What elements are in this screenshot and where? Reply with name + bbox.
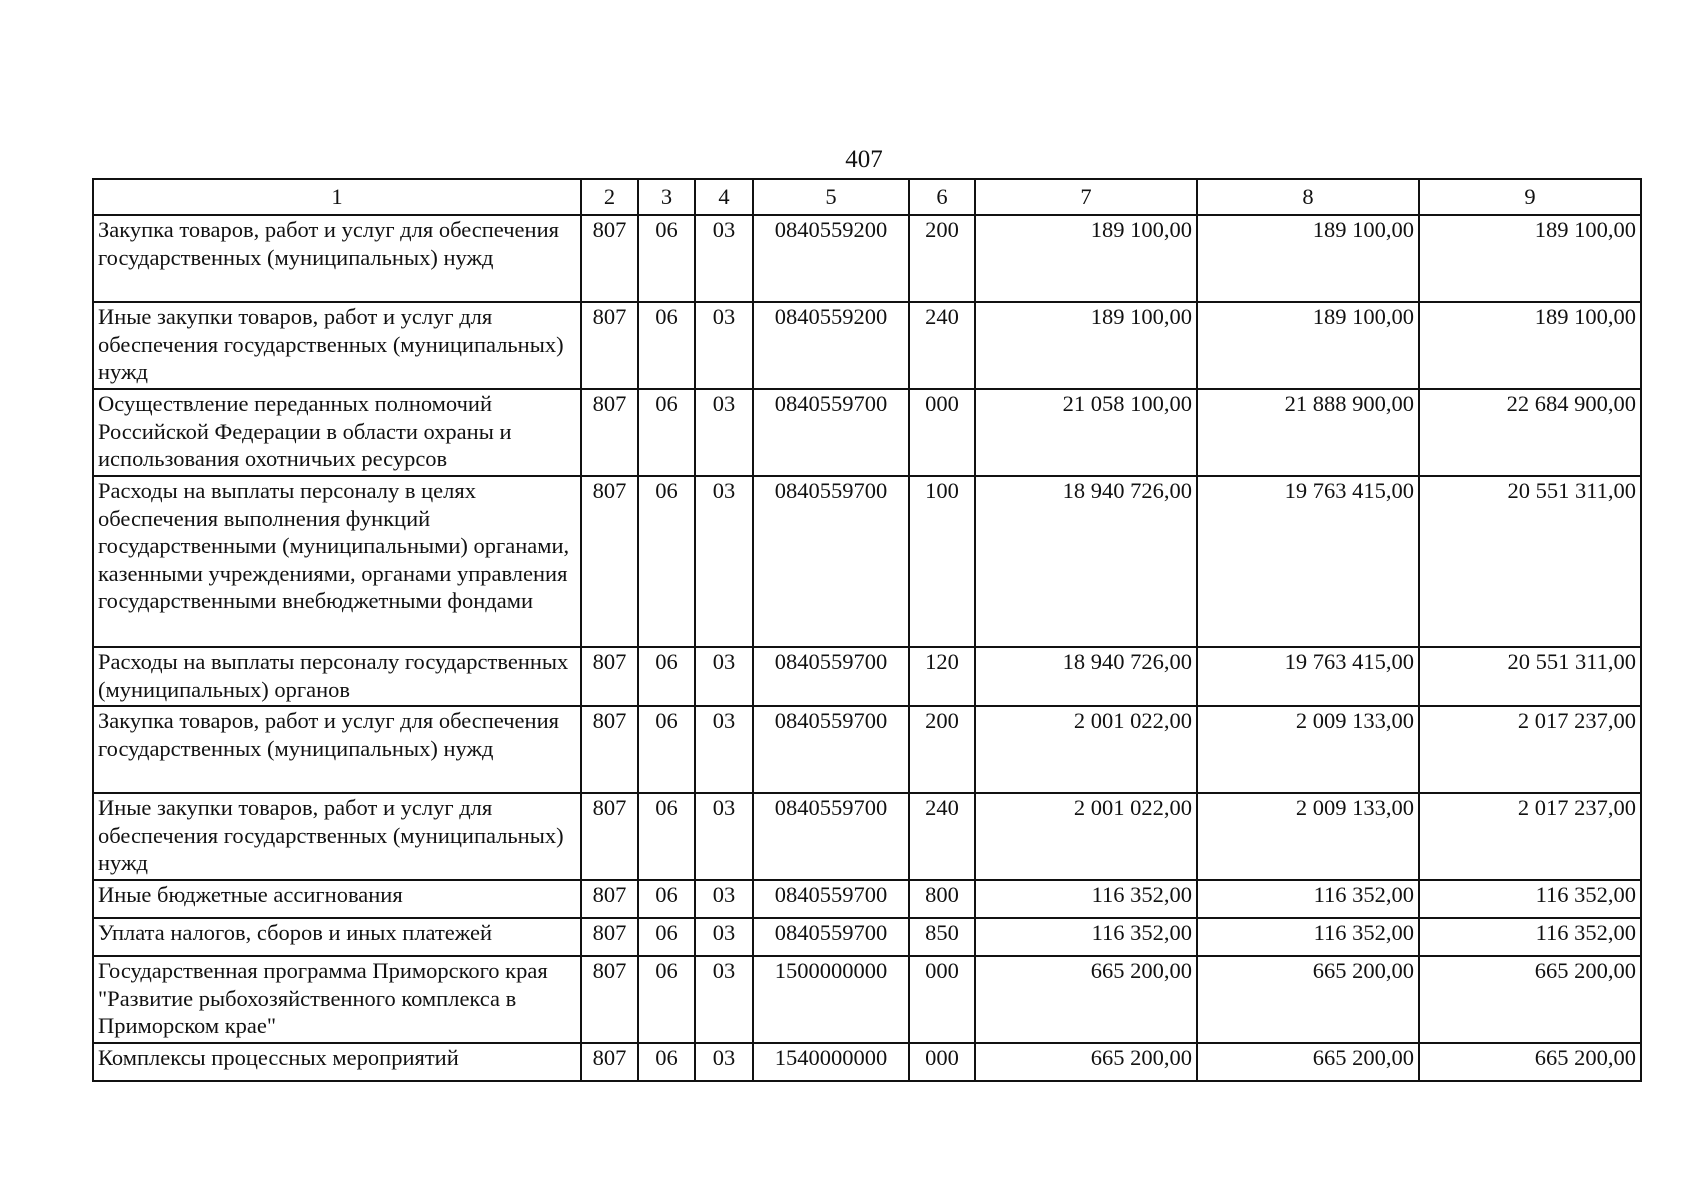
- row-code: 03: [695, 389, 753, 476]
- row-code: 000: [909, 956, 975, 1043]
- row-name: Расходы на выплаты персоналу государственных (муниципальных) органов: [93, 647, 581, 706]
- row-code: 1500000000: [753, 956, 909, 1043]
- row-code: 0840559700: [753, 880, 909, 918]
- row-amount: 665 200,00: [1197, 956, 1419, 1043]
- row-code: 807: [581, 215, 638, 302]
- row-code: 807: [581, 918, 638, 956]
- col-header: 9: [1419, 179, 1641, 215]
- row-amount: 116 352,00: [975, 918, 1197, 956]
- row-amount: 665 200,00: [1419, 1043, 1641, 1081]
- col-header: 4: [695, 179, 753, 215]
- row-code: 100: [909, 476, 975, 647]
- row-code: 03: [695, 647, 753, 706]
- table-row: [93, 302, 1641, 389]
- row-code: 000: [909, 389, 975, 476]
- table-row: [93, 1043, 1641, 1081]
- row-name: Иные закупки товаров, работ и услуг для обеспечения государственных (муниципальных) нужд: [93, 302, 581, 389]
- row-code: 240: [909, 793, 975, 880]
- col-header: 3: [638, 179, 695, 215]
- row-code: 0840559200: [753, 215, 909, 302]
- row-code: 06: [638, 1043, 695, 1081]
- table-row: [93, 918, 1641, 956]
- col-header: 7: [975, 179, 1197, 215]
- row-amount: 2 001 022,00: [975, 793, 1197, 880]
- row-code: 06: [638, 793, 695, 880]
- row-amount: 2 017 237,00: [1419, 793, 1641, 880]
- row-amount: 18 940 726,00: [975, 476, 1197, 647]
- table-row: [93, 956, 1641, 1043]
- row-amount: 189 100,00: [975, 215, 1197, 302]
- row-code: 807: [581, 647, 638, 706]
- header-row: [93, 179, 1641, 215]
- row-amount: 21 888 900,00: [1197, 389, 1419, 476]
- row-code: 03: [695, 302, 753, 389]
- row-amount: 2 001 022,00: [975, 706, 1197, 793]
- row-amount: 189 100,00: [1419, 215, 1641, 302]
- row-code: 0840559700: [753, 793, 909, 880]
- row-code: 000: [909, 1043, 975, 1081]
- row-name: Закупка товаров, работ и услуг для обеспечения государственных (муниципальных) нужд: [93, 215, 581, 302]
- row-code: 200: [909, 215, 975, 302]
- col-header: 6: [909, 179, 975, 215]
- row-code: 03: [695, 880, 753, 918]
- row-code: 807: [581, 880, 638, 918]
- row-code: 06: [638, 389, 695, 476]
- row-amount: 18 940 726,00: [975, 647, 1197, 706]
- row-code: 807: [581, 706, 638, 793]
- table-row: [93, 793, 1641, 880]
- row-amount: 189 100,00: [975, 302, 1197, 389]
- row-code: 06: [638, 302, 695, 389]
- row-code: 850: [909, 918, 975, 956]
- row-code: 0840559200: [753, 302, 909, 389]
- row-code: 03: [695, 476, 753, 647]
- table-row: [93, 476, 1641, 647]
- row-code: 06: [638, 215, 695, 302]
- row-name: Расходы на выплаты персоналу в целях обеспечения выполнения функций государственными (муниципальными) органами, казенными учреждениями, органами управления государственными внебюджетными фондами: [93, 476, 581, 647]
- row-code: 200: [909, 706, 975, 793]
- row-amount: 189 100,00: [1197, 215, 1419, 302]
- page-number: 407: [845, 146, 883, 173]
- row-amount: 665 200,00: [1419, 956, 1641, 1043]
- row-amount: 22 684 900,00: [1419, 389, 1641, 476]
- table-row: [93, 880, 1641, 918]
- budget-table: [92, 178, 1642, 1082]
- row-name: Иные закупки товаров, работ и услуг для обеспечения государственных (муниципальных) нужд: [93, 793, 581, 880]
- row-code: 807: [581, 793, 638, 880]
- row-amount: 665 200,00: [1197, 1043, 1419, 1081]
- row-amount: 19 763 415,00: [1197, 647, 1419, 706]
- row-code: 0840559700: [753, 918, 909, 956]
- col-header: 1: [93, 179, 581, 215]
- row-code: 0840559700: [753, 647, 909, 706]
- row-code: 807: [581, 476, 638, 647]
- row-amount: 20 551 311,00: [1419, 647, 1641, 706]
- table-row: [93, 706, 1641, 793]
- row-amount: 116 352,00: [1419, 880, 1641, 918]
- row-code: 1540000000: [753, 1043, 909, 1081]
- row-code: 06: [638, 918, 695, 956]
- row-code: 06: [638, 647, 695, 706]
- row-code: 06: [638, 880, 695, 918]
- col-header: 2: [581, 179, 638, 215]
- row-amount: 189 100,00: [1197, 302, 1419, 389]
- row-code: 03: [695, 706, 753, 793]
- row-name: Осуществление переданных полномочий Российской Федерации в области охраны и использования охотничьих ресурсов: [93, 389, 581, 476]
- row-code: 03: [695, 956, 753, 1043]
- row-name: Комплексы процессных мероприятий: [93, 1043, 581, 1081]
- row-amount: 2 009 133,00: [1197, 706, 1419, 793]
- row-amount: 19 763 415,00: [1197, 476, 1419, 647]
- row-amount: 116 352,00: [1197, 918, 1419, 956]
- row-amount: 20 551 311,00: [1419, 476, 1641, 647]
- row-code: 240: [909, 302, 975, 389]
- row-name: Закупка товаров, работ и услуг для обеспечения государственных (муниципальных) нужд: [93, 706, 581, 793]
- row-amount: 116 352,00: [975, 880, 1197, 918]
- row-code: 03: [695, 215, 753, 302]
- table-row: [93, 215, 1641, 302]
- row-code: 0840559700: [753, 706, 909, 793]
- row-amount: 116 352,00: [1197, 880, 1419, 918]
- row-code: 0840559700: [753, 476, 909, 647]
- row-code: 03: [695, 793, 753, 880]
- table-row: [93, 389, 1641, 476]
- row-code: 800: [909, 880, 975, 918]
- col-header: 8: [1197, 179, 1419, 215]
- row-code: 03: [695, 918, 753, 956]
- row-code: 807: [581, 956, 638, 1043]
- table-row: [93, 647, 1641, 706]
- row-code: 03: [695, 1043, 753, 1081]
- row-code: 807: [581, 389, 638, 476]
- row-code: 06: [638, 476, 695, 647]
- row-code: 0840559700: [753, 389, 909, 476]
- row-amount: 189 100,00: [1419, 302, 1641, 389]
- row-code: 06: [638, 956, 695, 1043]
- row-code: 120: [909, 647, 975, 706]
- row-amount: 665 200,00: [975, 956, 1197, 1043]
- row-amount: 665 200,00: [975, 1043, 1197, 1081]
- row-amount: 2 017 237,00: [1419, 706, 1641, 793]
- row-amount: 116 352,00: [1419, 918, 1641, 956]
- row-name: Иные бюджетные ассигнования: [93, 880, 581, 918]
- row-name: Уплата налогов, сборов и иных платежей: [93, 918, 581, 956]
- row-amount: 21 058 100,00: [975, 389, 1197, 476]
- row-code: 807: [581, 1043, 638, 1081]
- row-amount: 2 009 133,00: [1197, 793, 1419, 880]
- row-code: 06: [638, 706, 695, 793]
- row-code: 807: [581, 302, 638, 389]
- col-header: 5: [753, 179, 909, 215]
- row-name: Государственная программа Приморского края "Развитие рыбохозяйственного комплекса в Приморском крае": [93, 956, 581, 1043]
